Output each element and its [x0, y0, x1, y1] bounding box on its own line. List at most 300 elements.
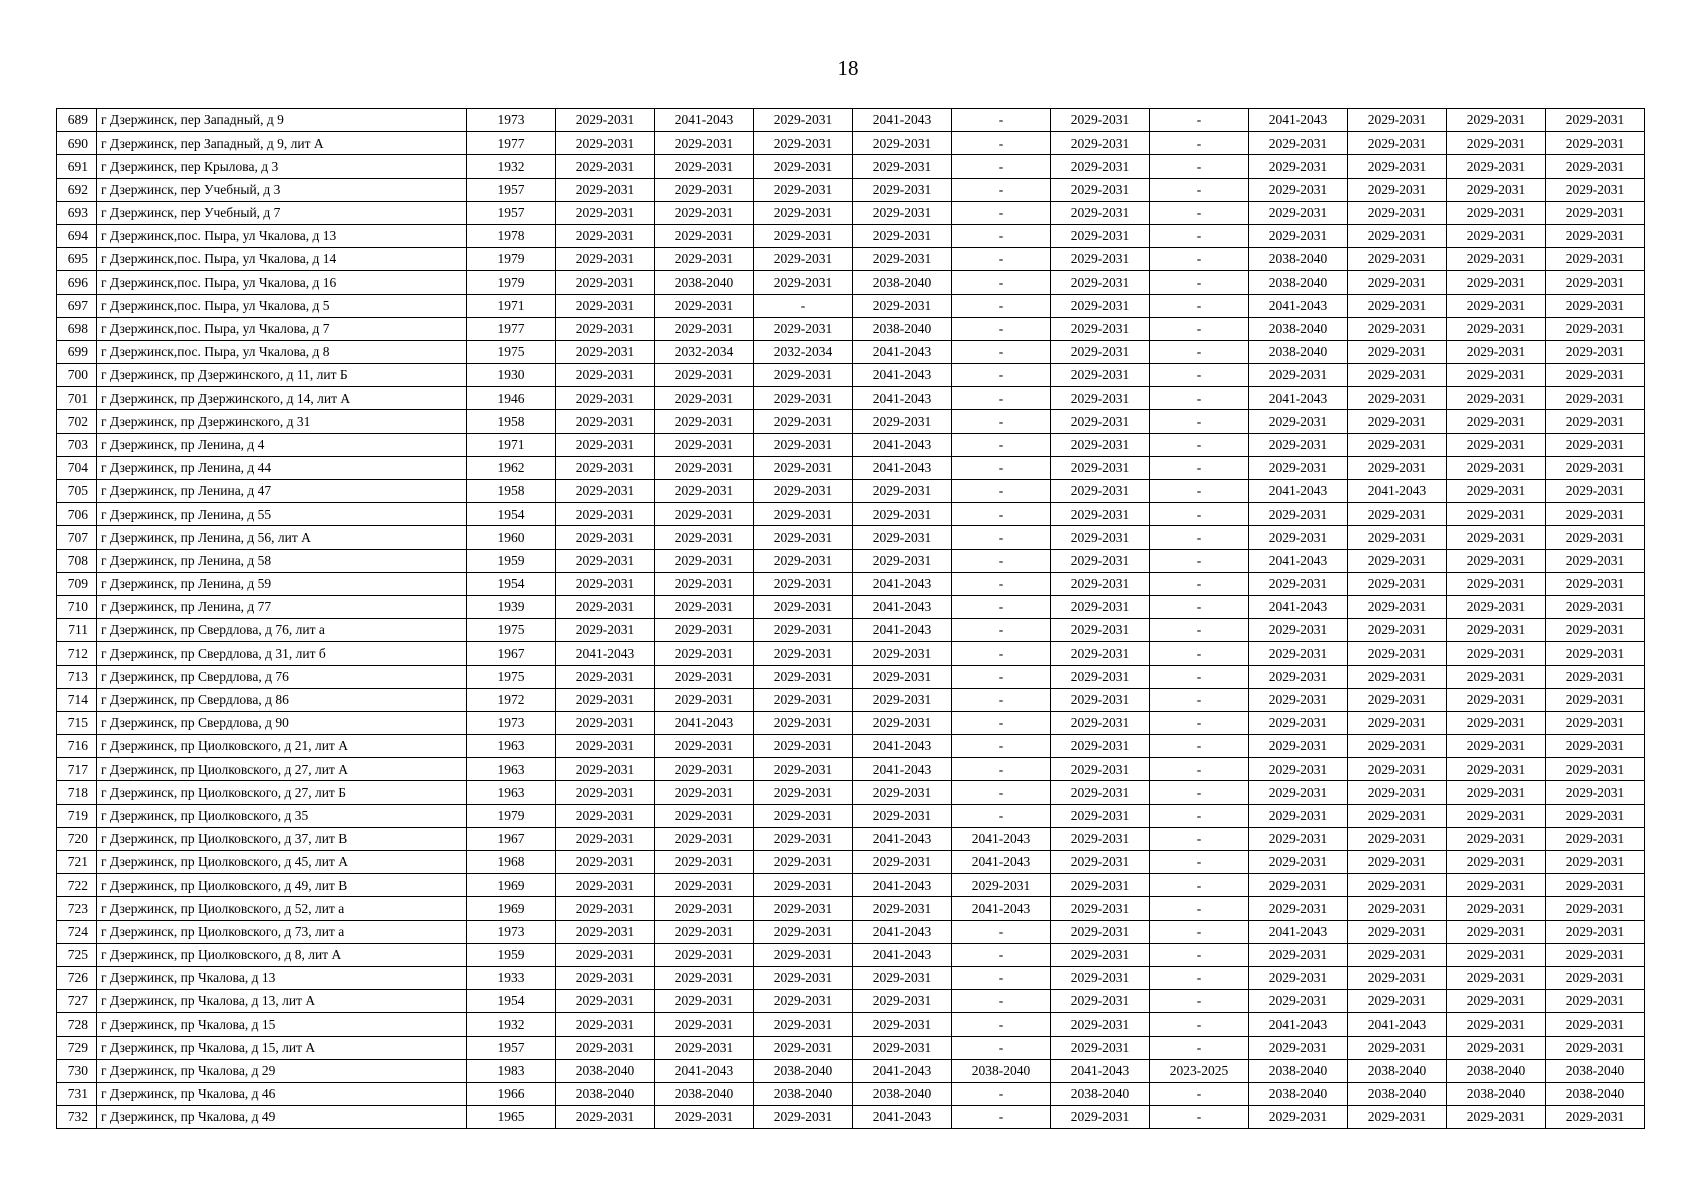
period-cell: 2029-2031 [1546, 665, 1645, 688]
period-cell: 2029-2031 [556, 758, 655, 781]
period-cell: 2029-2031 [754, 827, 853, 850]
period-cell: 2029-2031 [1447, 1036, 1546, 1059]
row-number-cell: 718 [57, 781, 97, 804]
address-cell: г Дзержинск, пр Циолковского, д 52, лит а [97, 897, 467, 920]
period-cell: 2029-2031 [754, 804, 853, 827]
period-cell: 2029-2031 [1348, 758, 1447, 781]
year-cell: 1977 [467, 132, 556, 155]
period-cell: 2029-2031 [655, 480, 754, 503]
row-number-cell: 731 [57, 1082, 97, 1105]
period-cell: - [952, 758, 1051, 781]
period-cell: 2038-2040 [1249, 248, 1348, 271]
period-cell: 2038-2040 [1348, 1082, 1447, 1105]
period-cell: 2029-2031 [655, 572, 754, 595]
row-number-cell: 707 [57, 526, 97, 549]
period-cell: 2029-2031 [754, 851, 853, 874]
period-cell: 2029-2031 [853, 804, 952, 827]
address-cell: г Дзержинск, пр Чкалова, д 13, лит А [97, 990, 467, 1013]
address-cell: г Дзержинск, пер Западный, д 9, лит А [97, 132, 467, 155]
period-cell: 2032-2034 [754, 340, 853, 363]
table-row [57, 897, 1645, 920]
period-cell: 2029-2031 [556, 665, 655, 688]
period-cell: 2029-2031 [1348, 387, 1447, 410]
period-cell: 2029-2031 [1546, 155, 1645, 178]
year-cell: 1932 [467, 1013, 556, 1036]
period-cell: - [952, 387, 1051, 410]
period-cell: 2029-2031 [754, 1106, 853, 1129]
period-cell: 2029-2031 [1051, 943, 1150, 966]
table-row [57, 572, 1645, 595]
period-cell: 2029-2031 [556, 271, 655, 294]
period-cell: 2041-2043 [1249, 1013, 1348, 1036]
period-cell: 2029-2031 [1348, 804, 1447, 827]
period-cell: 2038-2040 [556, 1059, 655, 1082]
year-cell: 1973 [467, 920, 556, 943]
period-cell: - [1150, 572, 1249, 595]
address-cell: г Дзержинск, пр Ленина, д 59 [97, 572, 467, 595]
period-cell: 2029-2031 [1348, 642, 1447, 665]
period-cell: - [1150, 851, 1249, 874]
period-cell: - [1150, 758, 1249, 781]
period-cell: - [1150, 294, 1249, 317]
period-cell: 2029-2031 [1348, 897, 1447, 920]
period-cell: 2029-2031 [1447, 827, 1546, 850]
period-cell: - [1150, 781, 1249, 804]
year-cell: 1963 [467, 735, 556, 758]
period-cell: 2029-2031 [556, 1013, 655, 1036]
period-cell: 2029-2031 [754, 642, 853, 665]
row-number-cell: 703 [57, 433, 97, 456]
period-cell: 2029-2031 [655, 132, 754, 155]
period-cell: 2029-2031 [1447, 387, 1546, 410]
period-cell: 2029-2031 [1348, 665, 1447, 688]
address-cell: г Дзержинск, пер Учебный, д 7 [97, 201, 467, 224]
period-cell: 2029-2031 [952, 874, 1051, 897]
period-cell: 2029-2031 [1546, 387, 1645, 410]
period-cell: 2029-2031 [1249, 503, 1348, 526]
period-cell: 2029-2031 [1546, 503, 1645, 526]
address-cell: г Дзержинск, пр Дзержинского, д 11, лит Б [97, 364, 467, 387]
period-cell: - [1150, 503, 1249, 526]
row-number-cell: 702 [57, 410, 97, 433]
period-cell: - [952, 595, 1051, 618]
period-cell: 2029-2031 [1051, 201, 1150, 224]
period-cell: 2029-2031 [853, 688, 952, 711]
period-cell: - [1150, 456, 1249, 479]
period-cell: 2029-2031 [754, 178, 853, 201]
period-cell: 2029-2031 [754, 572, 853, 595]
period-cell: - [952, 410, 1051, 433]
period-cell: 2038-2040 [853, 271, 952, 294]
period-cell: 2029-2031 [1249, 410, 1348, 433]
period-cell: 2029-2031 [853, 549, 952, 572]
period-cell: 2029-2031 [1051, 410, 1150, 433]
period-cell: 2029-2031 [1249, 364, 1348, 387]
period-cell: 2029-2031 [1546, 340, 1645, 363]
period-cell: 2029-2031 [754, 317, 853, 340]
table-row [57, 758, 1645, 781]
address-cell: г Дзержинск, пр Чкалова, д 15, лит А [97, 1036, 467, 1059]
table-row [57, 456, 1645, 479]
period-cell: 2029-2031 [853, 642, 952, 665]
year-cell: 1978 [467, 224, 556, 247]
period-cell: 2029-2031 [1546, 804, 1645, 827]
year-cell: 1946 [467, 387, 556, 410]
address-cell: г Дзержинск, пр Циолковского, д 37, лит В [97, 827, 467, 850]
period-cell: 2029-2031 [1051, 758, 1150, 781]
address-cell: г Дзержинск, пр Циолковского, д 45, лит А [97, 851, 467, 874]
period-cell: 2029-2031 [655, 990, 754, 1013]
period-cell: 2029-2031 [1051, 920, 1150, 943]
period-cell: 2029-2031 [1348, 364, 1447, 387]
period-cell: 2029-2031 [1051, 642, 1150, 665]
period-cell: 2029-2031 [1546, 1013, 1645, 1036]
address-cell: г Дзержинск, пр Ленина, д 4 [97, 433, 467, 456]
period-cell: 2029-2031 [853, 851, 952, 874]
period-cell: 2029-2031 [1249, 851, 1348, 874]
period-cell: 2029-2031 [1051, 294, 1150, 317]
period-cell: - [952, 642, 1051, 665]
period-cell: 2041-2043 [853, 619, 952, 642]
address-cell: г Дзержинск, пр Свердлова, д 86 [97, 688, 467, 711]
period-cell: 2029-2031 [1051, 804, 1150, 827]
period-cell: 2029-2031 [754, 480, 853, 503]
period-cell: 2029-2031 [853, 155, 952, 178]
period-cell: 2029-2031 [853, 410, 952, 433]
row-number-cell: 726 [57, 966, 97, 989]
period-cell: 2029-2031 [1051, 364, 1150, 387]
period-cell: - [1150, 642, 1249, 665]
period-cell: 2029-2031 [1249, 155, 1348, 178]
period-cell: 2029-2031 [1051, 572, 1150, 595]
period-cell: - [952, 526, 1051, 549]
period-cell: 2041-2043 [853, 1059, 952, 1082]
period-cell: 2029-2031 [1447, 364, 1546, 387]
period-cell: 2029-2031 [556, 248, 655, 271]
row-number-cell: 713 [57, 665, 97, 688]
period-cell: 2029-2031 [655, 851, 754, 874]
period-cell: 2029-2031 [556, 549, 655, 572]
period-cell: 2029-2031 [1348, 851, 1447, 874]
period-cell: - [1150, 827, 1249, 850]
period-cell: - [1150, 1013, 1249, 1036]
period-cell: - [952, 920, 1051, 943]
period-cell: 2029-2031 [754, 665, 853, 688]
period-cell: 2029-2031 [1249, 665, 1348, 688]
period-cell: 2029-2031 [1051, 387, 1150, 410]
year-cell: 1966 [467, 1082, 556, 1105]
address-cell: г Дзержинск, пр Чкалова, д 13 [97, 966, 467, 989]
period-cell: 2029-2031 [754, 503, 853, 526]
period-cell: 2038-2040 [655, 1082, 754, 1105]
year-cell: 1971 [467, 294, 556, 317]
period-cell: 2029-2031 [1249, 735, 1348, 758]
period-cell: 2029-2031 [655, 248, 754, 271]
period-cell: 2029-2031 [1051, 1106, 1150, 1129]
row-number-cell: 722 [57, 874, 97, 897]
year-cell: 1965 [467, 1106, 556, 1129]
period-cell: 2038-2040 [1249, 271, 1348, 294]
period-cell: 2029-2031 [1249, 943, 1348, 966]
period-cell: 2029-2031 [556, 456, 655, 479]
period-cell: 2029-2031 [1348, 990, 1447, 1013]
period-cell: 2029-2031 [1348, 456, 1447, 479]
period-cell: 2029-2031 [1348, 735, 1447, 758]
period-cell: 2041-2043 [952, 827, 1051, 850]
year-cell: 1958 [467, 410, 556, 433]
period-cell: 2029-2031 [1249, 897, 1348, 920]
period-cell: 2029-2031 [556, 827, 655, 850]
period-cell: 2029-2031 [1348, 711, 1447, 734]
period-cell: 2029-2031 [655, 294, 754, 317]
period-cell: 2029-2031 [1447, 897, 1546, 920]
period-cell: 2029-2031 [1051, 317, 1150, 340]
period-cell: 2029-2031 [1447, 758, 1546, 781]
period-cell: 2029-2031 [1546, 851, 1645, 874]
period-cell: 2029-2031 [556, 595, 655, 618]
period-cell: 2029-2031 [1051, 665, 1150, 688]
period-cell: 2029-2031 [1249, 572, 1348, 595]
period-cell: 2029-2031 [556, 966, 655, 989]
period-cell: - [952, 990, 1051, 1013]
period-cell: - [1150, 109, 1249, 132]
period-cell: 2041-2043 [853, 364, 952, 387]
period-cell: 2029-2031 [1348, 503, 1447, 526]
period-cell: 2029-2031 [556, 340, 655, 363]
table-row [57, 410, 1645, 433]
row-number-cell: 696 [57, 271, 97, 294]
period-cell: 2029-2031 [853, 897, 952, 920]
period-cell: 2029-2031 [556, 433, 655, 456]
row-number-cell: 699 [57, 340, 97, 363]
period-cell: - [1150, 619, 1249, 642]
row-number-cell: 704 [57, 456, 97, 479]
year-cell: 1954 [467, 990, 556, 1013]
period-cell: 2041-2043 [1348, 480, 1447, 503]
period-cell: 2029-2031 [1348, 781, 1447, 804]
row-number-cell: 693 [57, 201, 97, 224]
period-cell: 2029-2031 [1546, 897, 1645, 920]
period-cell: 2029-2031 [1348, 874, 1447, 897]
year-cell: 1975 [467, 665, 556, 688]
period-cell: 2029-2031 [556, 804, 655, 827]
period-cell: 2029-2031 [754, 364, 853, 387]
period-cell: - [1150, 480, 1249, 503]
period-cell: 2029-2031 [655, 897, 754, 920]
row-number-cell: 709 [57, 572, 97, 595]
period-cell: 2029-2031 [1348, 920, 1447, 943]
period-cell: 2038-2040 [1546, 1059, 1645, 1082]
period-cell: 2029-2031 [1447, 920, 1546, 943]
period-cell: 2029-2031 [1348, 966, 1447, 989]
period-cell: - [952, 248, 1051, 271]
period-cell: 2029-2031 [1447, 688, 1546, 711]
period-cell: - [754, 294, 853, 317]
period-cell: - [1150, 224, 1249, 247]
period-cell: 2029-2031 [1249, 711, 1348, 734]
table-row [57, 271, 1645, 294]
period-cell: 2029-2031 [556, 711, 655, 734]
table-row [57, 1106, 1645, 1129]
period-cell: 2029-2031 [1348, 1036, 1447, 1059]
period-cell: 2029-2031 [1348, 294, 1447, 317]
year-cell: 1975 [467, 340, 556, 363]
period-cell: 2029-2031 [1447, 665, 1546, 688]
period-cell: 2029-2031 [1348, 271, 1447, 294]
period-cell: 2029-2031 [556, 387, 655, 410]
period-cell: 2029-2031 [1447, 874, 1546, 897]
period-cell: 2029-2031 [1546, 456, 1645, 479]
period-cell: 2041-2043 [853, 758, 952, 781]
year-cell: 1971 [467, 433, 556, 456]
table-row [57, 549, 1645, 572]
period-cell: 2041-2043 [853, 340, 952, 363]
row-number-cell: 706 [57, 503, 97, 526]
year-cell: 1954 [467, 572, 556, 595]
period-cell: - [952, 456, 1051, 479]
address-cell: г Дзержинск, пр Циолковского, д 35 [97, 804, 467, 827]
period-cell: 2029-2031 [655, 201, 754, 224]
period-cell: 2029-2031 [1447, 1013, 1546, 1036]
period-cell: - [1150, 735, 1249, 758]
period-cell: 2038-2040 [754, 1082, 853, 1105]
year-cell: 1963 [467, 781, 556, 804]
period-cell: 2029-2031 [1051, 781, 1150, 804]
address-cell: г Дзержинск, пер Учебный, д 3 [97, 178, 467, 201]
period-cell: 2029-2031 [1249, 526, 1348, 549]
period-cell: 2029-2031 [754, 688, 853, 711]
row-number-cell: 700 [57, 364, 97, 387]
period-cell: 2029-2031 [1249, 433, 1348, 456]
period-cell: 2029-2031 [655, 526, 754, 549]
period-cell: - [1150, 990, 1249, 1013]
period-cell: 2029-2031 [1546, 642, 1645, 665]
period-cell: 2029-2031 [655, 1036, 754, 1059]
year-cell: 1977 [467, 317, 556, 340]
period-cell: - [1150, 387, 1249, 410]
period-cell: - [952, 480, 1051, 503]
period-cell: 2029-2031 [556, 572, 655, 595]
period-cell: 2029-2031 [655, 688, 754, 711]
period-cell: 2029-2031 [655, 804, 754, 827]
period-cell: 2038-2040 [1348, 1059, 1447, 1082]
period-cell: - [1150, 897, 1249, 920]
period-cell: 2041-2043 [655, 1059, 754, 1082]
period-cell: 2029-2031 [556, 132, 655, 155]
period-cell: 2029-2031 [1546, 688, 1645, 711]
period-cell: - [952, 364, 1051, 387]
period-cell: 2029-2031 [655, 758, 754, 781]
address-cell: г Дзержинск, пр Циолковского, д 27, лит Б [97, 781, 467, 804]
period-cell: 2029-2031 [1348, 827, 1447, 850]
period-cell: 2029-2031 [1051, 966, 1150, 989]
address-cell: г Дзержинск,пос. Пыра, ул Чкалова, д 13 [97, 224, 467, 247]
period-cell: 2029-2031 [754, 549, 853, 572]
row-number-cell: 689 [57, 109, 97, 132]
row-number-cell: 724 [57, 920, 97, 943]
year-cell: 1973 [467, 711, 556, 734]
period-cell: - [952, 294, 1051, 317]
address-cell: г Дзержинск, пр Свердлова, д 31, лит б [97, 642, 467, 665]
year-cell: 1975 [467, 619, 556, 642]
address-cell: г Дзержинск, пр Дзержинского, д 14, лит А [97, 387, 467, 410]
table-row [57, 1082, 1645, 1105]
period-cell: 2029-2031 [754, 410, 853, 433]
table-row [57, 804, 1645, 827]
period-cell: 2029-2031 [1051, 340, 1150, 363]
period-cell: 2029-2031 [853, 1013, 952, 1036]
period-cell: 2029-2031 [655, 619, 754, 642]
period-cell: 2029-2031 [1249, 619, 1348, 642]
table-row [57, 966, 1645, 989]
period-cell: 2029-2031 [1447, 178, 1546, 201]
period-cell: 2038-2040 [1051, 1082, 1150, 1105]
period-cell: 2038-2040 [1447, 1082, 1546, 1105]
row-number-cell: 725 [57, 943, 97, 966]
period-cell: 2029-2031 [1546, 572, 1645, 595]
table-row [57, 595, 1645, 618]
address-cell: г Дзержинск, пр Чкалова, д 46 [97, 1082, 467, 1105]
row-number-cell: 716 [57, 735, 97, 758]
period-cell: 2029-2031 [1546, 735, 1645, 758]
period-cell: 2041-2043 [1249, 294, 1348, 317]
period-cell: 2029-2031 [1051, 619, 1150, 642]
period-cell: 2029-2031 [754, 758, 853, 781]
period-cell: 2029-2031 [1546, 874, 1645, 897]
period-cell: 2029-2031 [754, 271, 853, 294]
row-number-cell: 728 [57, 1013, 97, 1036]
period-cell: - [952, 132, 1051, 155]
page-number: 18 [837, 56, 859, 80]
period-cell: 2041-2043 [853, 572, 952, 595]
row-number-cell: 730 [57, 1059, 97, 1082]
year-cell: 1969 [467, 897, 556, 920]
row-number-cell: 732 [57, 1106, 97, 1129]
period-cell: - [1150, 804, 1249, 827]
period-cell: 2029-2031 [853, 1036, 952, 1059]
period-cell: - [1150, 201, 1249, 224]
period-cell: 2038-2040 [1249, 340, 1348, 363]
period-cell: 2029-2031 [655, 1106, 754, 1129]
period-cell: - [952, 155, 1051, 178]
period-cell: 2029-2031 [1447, 781, 1546, 804]
period-cell: 2029-2031 [853, 248, 952, 271]
period-cell: 2029-2031 [1447, 503, 1546, 526]
period-cell: 2029-2031 [754, 943, 853, 966]
period-cell: 2029-2031 [1249, 827, 1348, 850]
period-cell: 2029-2031 [556, 781, 655, 804]
address-cell: г Дзержинск, пр Ленина, д 77 [97, 595, 467, 618]
period-cell: 2038-2040 [1249, 317, 1348, 340]
period-cell: 2029-2031 [754, 201, 853, 224]
period-cell: 2029-2031 [1546, 711, 1645, 734]
period-cell: - [952, 688, 1051, 711]
table-body [57, 109, 1645, 1129]
period-cell: 2029-2031 [1546, 248, 1645, 271]
period-cell: - [952, 1013, 1051, 1036]
year-cell: 1959 [467, 549, 556, 572]
period-cell: 2029-2031 [1546, 549, 1645, 572]
period-cell: 2029-2031 [655, 224, 754, 247]
period-cell: 2038-2040 [754, 1059, 853, 1082]
period-cell: 2029-2031 [853, 178, 952, 201]
period-cell: - [1150, 364, 1249, 387]
period-cell: - [952, 781, 1051, 804]
period-cell: 2029-2031 [1249, 874, 1348, 897]
year-cell: 1957 [467, 1036, 556, 1059]
period-cell: 2029-2031 [1051, 595, 1150, 618]
period-cell: - [1150, 178, 1249, 201]
